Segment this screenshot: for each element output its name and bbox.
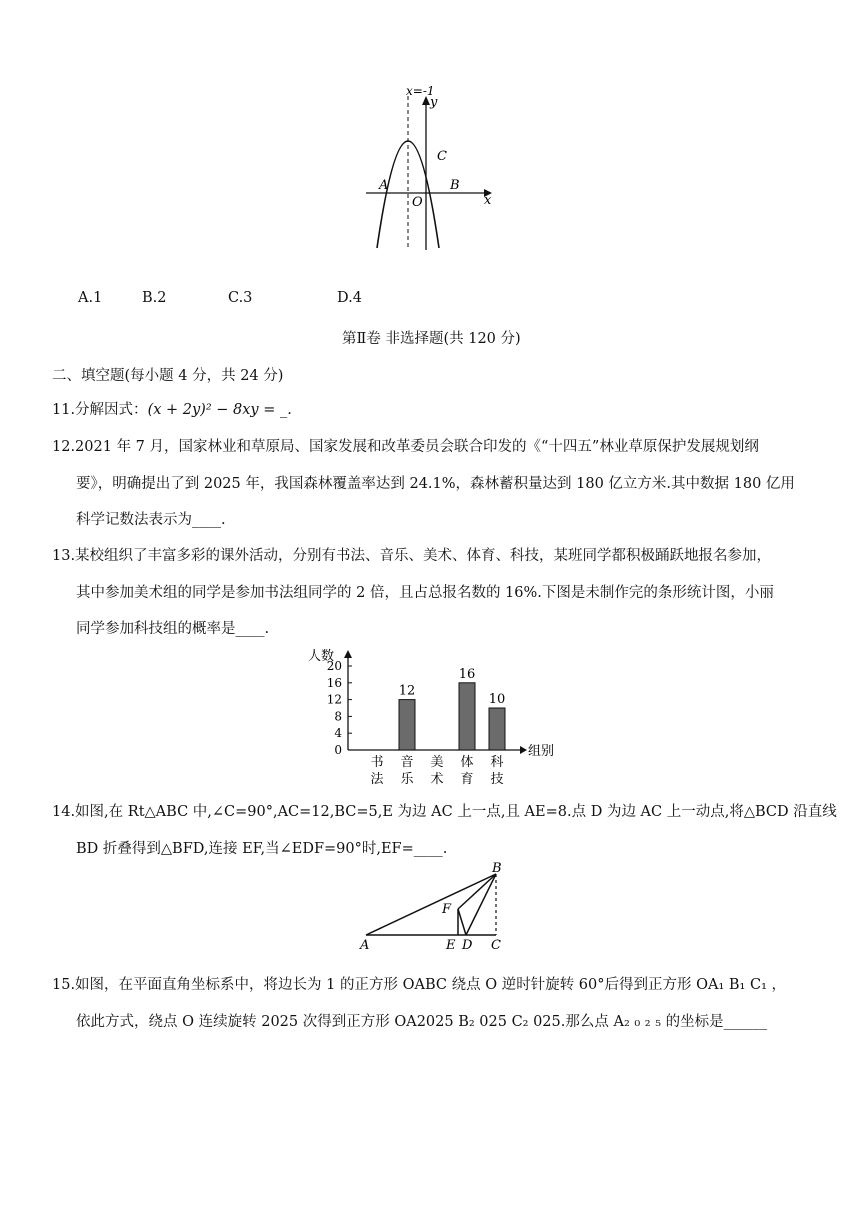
question-15-line-1: 15.如图，在平面直角坐标系中，将边长为 1 的正方形 OABC 绕点 O 逆时针旋转 60°后得到正方形 OA₁ B₁ C₁ ， xyxy=(52,977,786,993)
bar-chart xyxy=(300,640,560,790)
chart-category-label-top: 音 xyxy=(400,755,414,770)
vertex-a-label: A xyxy=(360,938,370,953)
chart-category-label-bottom: 育 xyxy=(460,772,474,787)
chart-y-label: 人数 xyxy=(308,649,335,664)
chart-category-label-top: 美 xyxy=(430,755,444,770)
point-e-label: E xyxy=(446,938,456,953)
chart-y-tick-label: 16 xyxy=(326,675,342,690)
option-d: D.4 xyxy=(337,290,362,306)
vertex-c-label: C xyxy=(491,938,501,953)
chart-category-label-top: 科 xyxy=(490,755,504,770)
y-axis-label: y xyxy=(430,95,438,110)
option-a: A.1 xyxy=(78,290,103,306)
option-b: B.2 xyxy=(142,290,167,306)
question-13-line-2: 其中参加美术组的同学是参加书法组同学的 2 倍，且占总报名数的 16%.下图是未制作完的条形统计图，小丽 xyxy=(76,585,774,601)
section-title: 第Ⅱ卷 非选择题(共 120 分) xyxy=(342,331,521,347)
question-12-line-1: 12.2021 年 7 月，国家林业和草原局、国家发展和改革委员会联合印发的《“十四五”林业草原保护发展规划纲 xyxy=(52,439,759,455)
chart-y-tick-label: 20 xyxy=(326,659,342,673)
chart-bar xyxy=(489,708,505,750)
parabola-figure xyxy=(360,82,500,254)
chart-category-label-top: 书 xyxy=(370,755,384,770)
vertex-b-label: B xyxy=(492,861,502,876)
chart-data-label: 10 xyxy=(488,692,506,707)
chart-y-axis-arrow xyxy=(344,650,352,658)
chart-category-label-bottom: 乐 xyxy=(400,772,414,787)
point-a-label: A xyxy=(379,178,389,193)
chart-y-tick-label: 4 xyxy=(334,726,342,741)
triangle-figure xyxy=(350,860,520,955)
point-b-label: B xyxy=(450,178,460,193)
chart-category-label-top: 体 xyxy=(460,755,474,770)
chart-data-label: 12 xyxy=(398,683,416,699)
chart-y-tick-label: 0 xyxy=(334,743,342,757)
segment-ab xyxy=(366,874,496,935)
question-11 xyxy=(52,400,292,420)
chart-category-label-bottom: 法 xyxy=(370,772,384,787)
chart-y-tick-label: 8 xyxy=(334,709,342,724)
chart-bar xyxy=(459,683,475,750)
segment-bd xyxy=(466,874,496,935)
question-12-line-3: 科学记数法表示为____. xyxy=(76,512,226,528)
chart-data-label: 16 xyxy=(458,666,476,682)
question-13-line-1: 13.某校组织了丰富多彩的课外活动，分别有书法、音乐、美术、体育、科技，某班同学都积极踊跃地报名参加， xyxy=(52,548,772,564)
option-c: C.3 xyxy=(228,290,253,306)
question-14-line-1: 14.如图,在 Rt△ABC 中,∠C=90°,AC=12,BC=5,E 为边 AC 上一点,且 AE=8.点 D 为边 AC 上一动点,将△BCD 沿直线 xyxy=(52,804,837,820)
chart-category-label-bottom: 术 xyxy=(430,772,444,787)
question-11-expression: (x + 2y)² − 8xy = _. xyxy=(147,402,292,418)
part-heading: 二、填空题(每小题 4 分，共 24 分) xyxy=(52,368,284,384)
question-12-line-2: 要》，明确提出了到 2025 年，我国森林覆盖率达到 24.1%，森林蓄积量达到 180 亿立方米.其中数据 180 亿用 xyxy=(76,476,795,492)
point-d-label: D xyxy=(462,938,473,953)
point-c-label: C xyxy=(437,149,447,164)
question-11-prefix: 11.分解因式： xyxy=(52,402,148,418)
question-14-line-2: BD 折叠得到△BFD,连接 EF,当∠EDF=90°时,EF=____. xyxy=(76,841,448,857)
question-13-line-3: 同学参加科技组的概率是____. xyxy=(76,621,270,637)
x-axis-label: x xyxy=(484,193,492,208)
chart-x-label: 组别 xyxy=(528,744,555,759)
origin-label: O xyxy=(412,195,423,210)
chart-category-label-bottom: 技 xyxy=(490,772,504,787)
segment-fd xyxy=(458,909,466,935)
symmetry-axis-label: x=-1 xyxy=(406,84,435,98)
segment-bf xyxy=(458,874,496,909)
chart-bar xyxy=(399,700,415,750)
point-f-label: F xyxy=(442,902,452,917)
chart-x-axis-arrow xyxy=(520,746,527,754)
chart-y-tick-label: 12 xyxy=(326,692,342,707)
question-15-line-2: 依此方式，绕点 O 连续旋转 2025 次得到正方形 OA2025 B₂ 025 C₂ 025.那么点 A₂ ₀ ₂ ₅ 的坐标是______ xyxy=(76,1014,768,1030)
